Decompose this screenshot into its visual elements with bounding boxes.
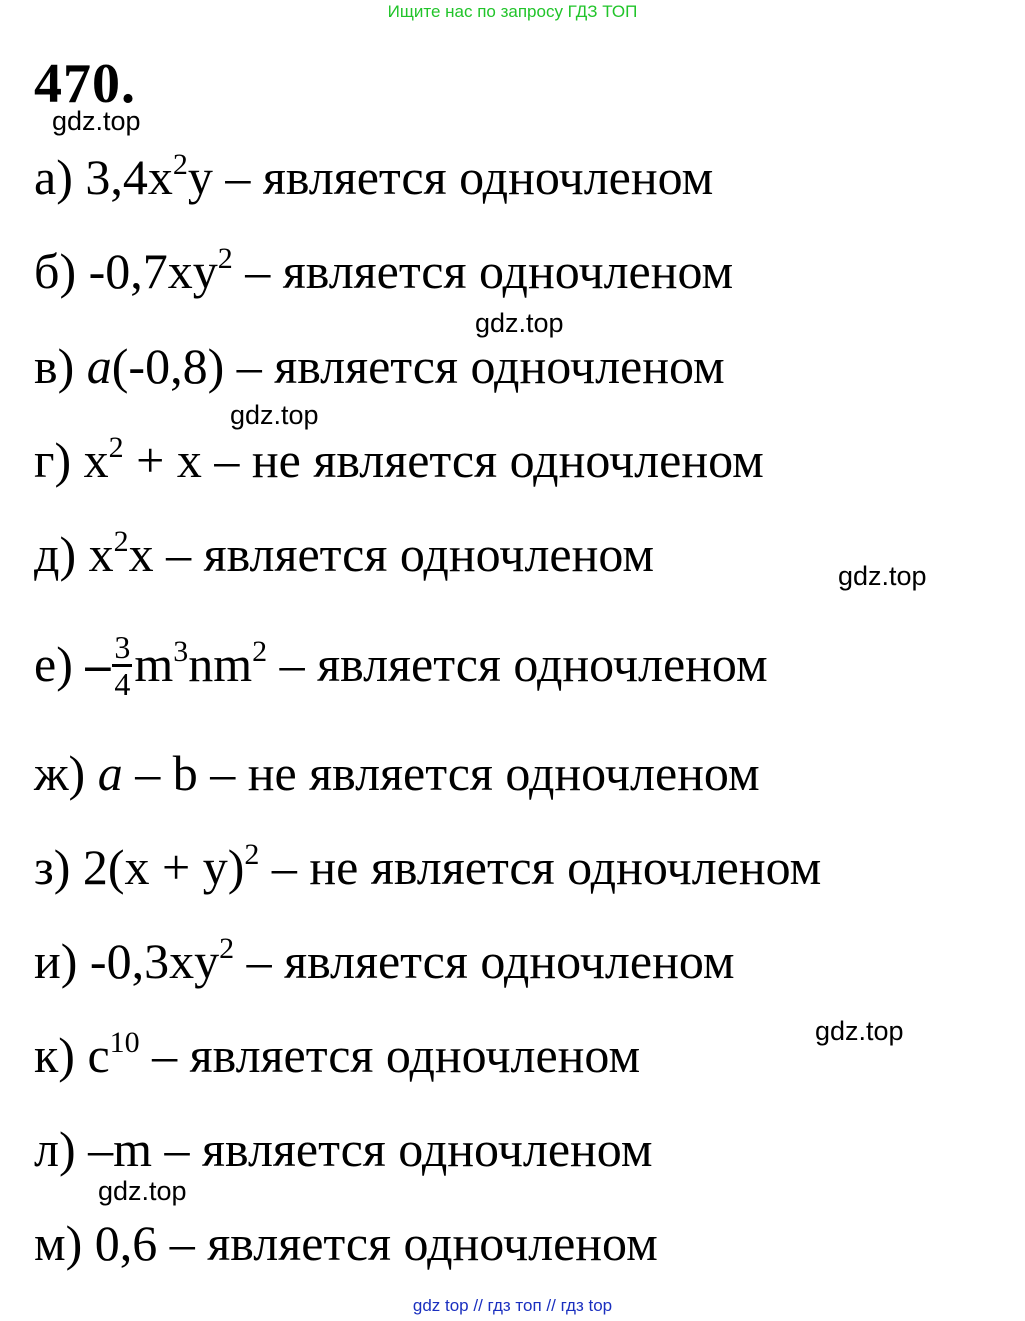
item-verdict: – является одночленом: [164, 1121, 653, 1177]
watermark: gdz.top: [230, 400, 319, 430]
item-label: л): [34, 1121, 76, 1177]
item-expression: $-0,7xy^2$: [88, 242, 233, 299]
item-verdict: – является одночленом: [225, 149, 714, 205]
exercise-number: 470.: [34, 53, 136, 115]
item-expression: $x^2 + x$: [83, 431, 202, 488]
item-verdict: – является одночленом: [152, 1027, 641, 1083]
item-verdict: – не является одночленом: [271, 839, 822, 895]
fraction: $\frac{3}{4}$: [114, 629, 131, 703]
item-expression: $-0,3xy^2$: [89, 932, 235, 989]
item-expression: a – b: [97, 745, 198, 801]
watermark: gdz.top: [98, 1176, 187, 1206]
item-verdict: – является одночленом: [166, 526, 655, 582]
watermark: gdz.top: [838, 561, 927, 591]
item-g: [34, 430, 764, 498]
item-d: [34, 524, 654, 592]
watermark: gdz.top: [815, 1016, 904, 1046]
item-label: е): [34, 636, 73, 692]
item-expression: 0,6: [94, 1215, 158, 1271]
item-label: м): [34, 1215, 83, 1271]
watermark: gdz.top: [52, 106, 141, 136]
item-verdict: – является одночленом: [169, 1215, 658, 1271]
item-b: [34, 241, 733, 309]
site-search-note: Ищите нас по запросу ГДЗ ТОП: [387, 2, 638, 21]
item-label: к): [34, 1027, 75, 1083]
item-label: и): [34, 933, 78, 989]
item-v: [34, 336, 725, 396]
item-a: [34, 147, 713, 215]
watermark: gdz.top: [475, 308, 564, 338]
item-expression: $3,4x^2y$: [85, 148, 213, 205]
item-expression: a(-0,8): [86, 338, 225, 394]
item-expression: –m: [88, 1121, 153, 1177]
item-expression: $2(x + y)^2$: [82, 838, 260, 895]
item-label: г): [34, 432, 72, 488]
footer-watermark: gdz top // гдз топ // гдз top: [412, 1296, 613, 1315]
item-m: [34, 1213, 658, 1273]
item-label: ж): [34, 745, 86, 801]
item-label: з): [34, 839, 71, 895]
item-verdict: – является одночленом: [279, 636, 768, 692]
item-verdict: – является одночленом: [245, 243, 734, 299]
item-label: д): [34, 526, 77, 582]
item-verdict: – не является одночленом: [214, 432, 764, 488]
item-z: [34, 837, 821, 905]
item-label: в): [34, 338, 75, 394]
item-k: [34, 1025, 640, 1093]
item-l: [34, 1119, 652, 1179]
item-label: б): [34, 243, 77, 299]
item-verdict: – является одночленом: [246, 933, 735, 989]
item-verdict: – является одночленом: [236, 338, 725, 394]
item-verdict: – не является одночленом: [210, 745, 760, 801]
item-e: [34, 629, 768, 705]
item-zh: [34, 743, 760, 803]
item-expression: $x^2x$: [88, 525, 154, 582]
item-expression: $c^{10}$: [87, 1026, 140, 1083]
item-expression: – $\frac{3}{4}$ $m^3nm^2$: [85, 629, 268, 703]
item-label: а): [34, 149, 73, 205]
item-i: [34, 931, 735, 999]
